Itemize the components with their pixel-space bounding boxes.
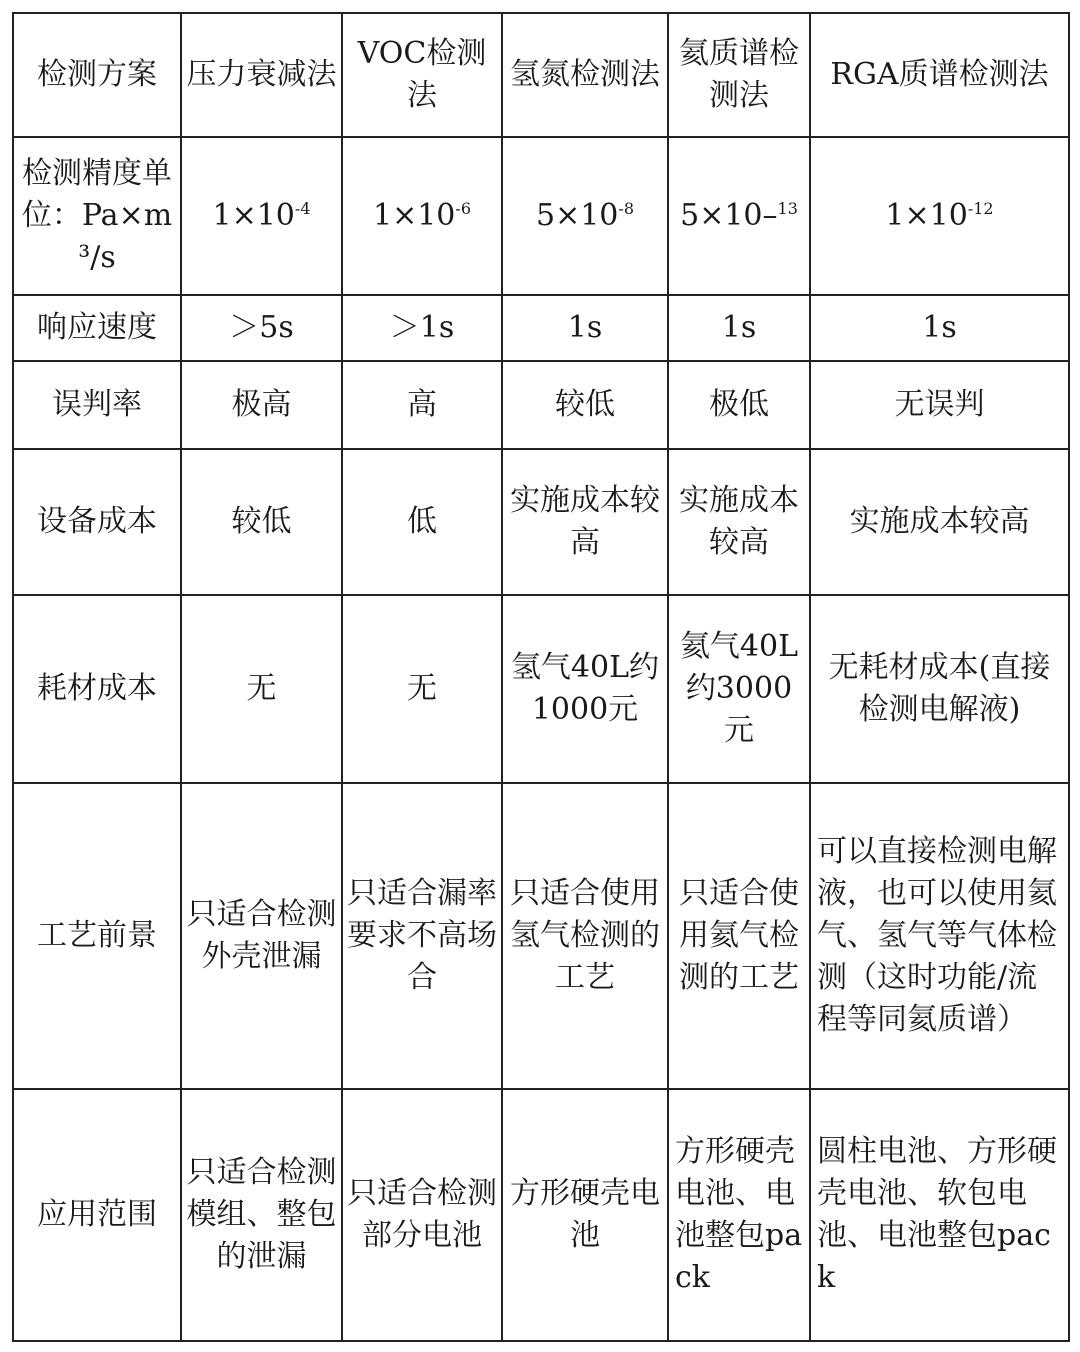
method-header: 氢氮检测法 (502, 13, 668, 137)
row-label: 误判率 (13, 361, 181, 449)
table-cell: 1s (502, 295, 668, 361)
table-cell: 只适合漏率要求不高场合 (342, 783, 502, 1089)
row-label: 设备成本 (13, 449, 181, 595)
comparison-table (12, 12, 1070, 1342)
table-row (13, 595, 1069, 783)
table-cell: ＞5s (181, 295, 342, 361)
table-cell: 只适合使用氢气检测的工艺 (502, 783, 668, 1089)
table-cell: 无误判 (810, 361, 1069, 449)
row-label: 耗材成本 (13, 595, 181, 783)
table-cell: 实施成本较高 (810, 449, 1069, 595)
row-label: 响应速度 (13, 295, 181, 361)
table-cell: 极高 (181, 361, 342, 449)
table-row (13, 13, 1069, 137)
row-label: 工艺前景 (13, 783, 181, 1089)
table-row (13, 449, 1069, 595)
table-row (13, 783, 1069, 1089)
table-cell: 实施成本较高 (502, 449, 668, 595)
table-cell: 较低 (502, 361, 668, 449)
precision-cell: $1\times 10^{-6}$ (342, 137, 502, 295)
precision-cell: $1\times 10^{-4}$ (181, 137, 342, 295)
table-cell: 方形硬壳电池 (502, 1089, 668, 1341)
table-row (13, 137, 1069, 295)
precision-cell: $5\times 10^{-8}$ (502, 137, 668, 295)
method-header: 氦质谱检测法 (668, 13, 810, 137)
method-header: VOC检测法 (342, 13, 502, 137)
table-cell: 高 (342, 361, 502, 449)
table-cell: 方形硬壳电池、电池整包pack (668, 1089, 810, 1341)
table-cell: 只适合使用氦气检测的工艺 (668, 783, 810, 1089)
table-row (13, 295, 1069, 361)
table-row (13, 1089, 1069, 1341)
table-row (13, 361, 1069, 449)
table-cell: 圆柱电池、方形硬壳电池、软包电池、电池整包pack (810, 1089, 1069, 1341)
precision-cell: 5×10–$^{13}$ (668, 137, 810, 295)
table-cell: 无 (181, 595, 342, 783)
method-header: 压力衰减法 (181, 13, 342, 137)
table-cell: 只适合检测模组、整包的泄漏 (181, 1089, 342, 1341)
method-header: RGA质谱检测法 (810, 13, 1069, 137)
table-cell: 只适合检测外壳泄漏 (181, 783, 342, 1089)
table-cell: 氦气40L约3000元 (668, 595, 810, 783)
table-cell: 无耗材成本(直接检测电解液) (810, 595, 1069, 783)
row-label: 检测方案 (13, 13, 181, 137)
row-label: 检测精度单位：Pa×m³/s (13, 137, 181, 295)
table-cell: 可以直接检测电解液，也可以使用氦气、氢气等气体检测（这时功能/流程等同氦质谱） (810, 783, 1069, 1089)
table-cell: 1s (810, 295, 1069, 361)
table-cell: 只适合检测部分电池 (342, 1089, 502, 1341)
table-cell: 1s (668, 295, 810, 361)
table-cell: 实施成本较高 (668, 449, 810, 595)
table-cell: 较低 (181, 449, 342, 595)
table-cell: 无 (342, 595, 502, 783)
table-cell: 氢气40L约1000元 (502, 595, 668, 783)
row-label: 应用范围 (13, 1089, 181, 1341)
precision-cell: $1\times 10^{-12}$ (810, 137, 1069, 295)
table-cell: 极低 (668, 361, 810, 449)
table-cell: 低 (342, 449, 502, 595)
table-cell: ＞1s (342, 295, 502, 361)
